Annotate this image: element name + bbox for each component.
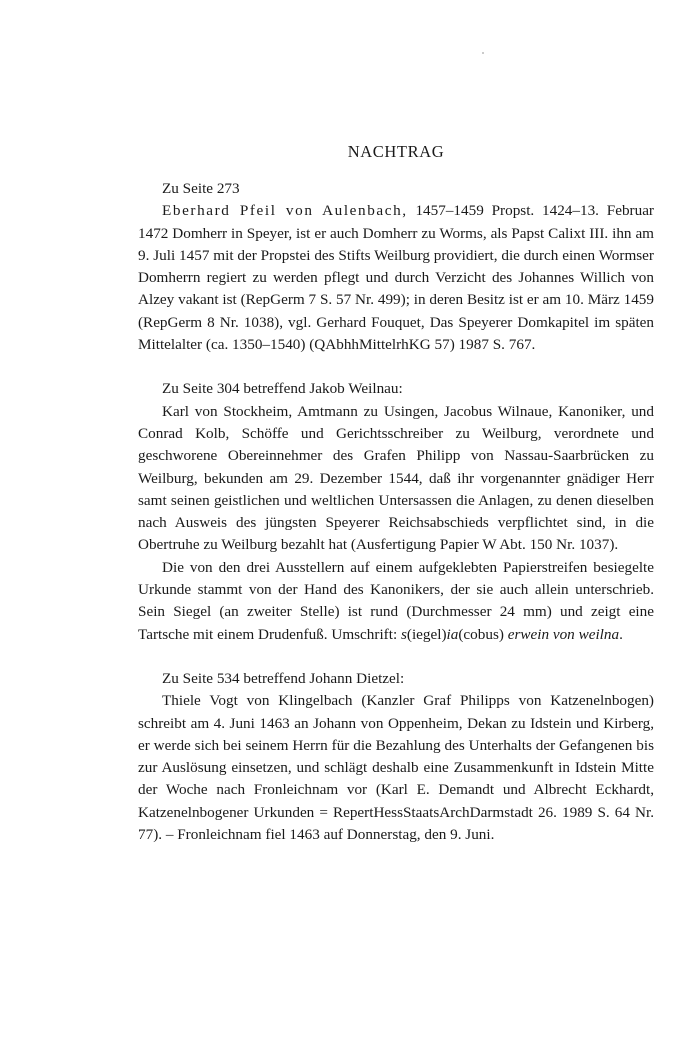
section-3-paragraph: Thiele Vogt von Klingelbach (Kanzler Graf Philipps von Katzenelnbogen) schreibt am 4. Juni 1463 an Johann von Oppenheim, Dekan zu Idstein und Kirberg, er werde sich bei seinem Herrn für die Bezahlung des Unterhalts der Gefangenen bis zur Auslösung einsetzen, und schlägt deshalb eine Zusammenkunft in Idstein Mitte der Woche nach Fronleichnam vor (Karl E. Demandt und Albrecht Eckhardt, Katzenelnbogener Urkunden = RepertHessStaatsArchDarmstadt 26. 1989 S. 64 Nr. 77). – Fronleichnam fiel 1463 auf Donnerstag, den 9. Juni. (138, 692, 654, 844)
seal-inscription-end: . (619, 625, 623, 643)
seal-inscription-text: erwein von weilna (507, 625, 620, 643)
section-2-reference: Zu Seite 304 betreffend Jakob Weilnau: (162, 380, 403, 398)
document-body (138, 178, 654, 846)
section-2-text: Die von den drei Ausstellern auf einem aufgeklebten Papierstreifen besiegelte Urkunde stammt von der Hand des Kanonikers, der sie auch allein unterschrieb. Sein Siegel (an zweiter Stelle) ist rund (Durchmesser 24 mm) und zeigt eine Tartsche mit einem Drudenfuß. Umschrift: (138, 558, 654, 643)
seal-inscription-s: s (400, 625, 407, 643)
section-2-paragraph-2 (138, 557, 654, 646)
seal-expansion-1: (iegel) (406, 625, 447, 643)
seal-expansion-2: (cobus) (458, 625, 508, 643)
seal-inscription-ia: ia (446, 625, 459, 643)
speck-mark (482, 52, 484, 54)
section-1-text: 1457–1459 Propst. 1424–13. Februar 1472 Domherr in Speyer, ist er auch Domherr zu Worms, als Papst Calixt III. ihn am 9. Juli 1457 mit der Propstei des Stifts Weilburg providiert, die durch einen Wormser Domherrn regiert zu werden pflegt und durch Verzicht des Johannes Willich von Alzey vakant ist (RepGerm 7 S. 57 Nr. 499); in deren Besitz ist er am 10. März 1459 (RepGerm 8 Nr. 1038), vgl. Gerhard Fouquet, Das Speyerer Domkapitel im späten Mittelalter (ca. 1350–1540) (QAbhhMittelrhKG 57) 1987 S. 767. (138, 202, 654, 354)
page-heading: NACHTRAG (347, 142, 445, 161)
person-name-spaced: Eberhard Pfeil von Aulenbach, (162, 202, 408, 220)
section-1-paragraph (138, 200, 654, 356)
section-3-reference: Zu Seite 534 betreffend Johann Dietzel: (162, 669, 405, 687)
section-1-reference: Zu Seite 273 (162, 180, 240, 197)
section-2-paragraph-1: Karl von Stockheim, Amtmann zu Usingen, Jacobus Wilnaue, Kanoniker, und Conrad Kolb, Schöffe und Gerichtsschreiber zu Weilburg, verordnete und geschworene Obereinnehmer des Grafen Philipp von Nassau-Saarbrücken zu Weilburg, bekunden am 29. Dezember 1544, daß ihr vorgenannter gnädiger Herr samt seinen geistlichen und weltlichen Untersassen die Anlagen, zu denen dieselben nach Ausweis des jüngsten Speyerer Reichsabschieds verpflichtet sind, in die Obertruhe zu Weilburg bezahlt hat (Ausfertigung Papier W Abt. 150 Nr. 1037). (138, 402, 654, 554)
section-gap (138, 356, 654, 378)
section-gap (138, 646, 654, 668)
